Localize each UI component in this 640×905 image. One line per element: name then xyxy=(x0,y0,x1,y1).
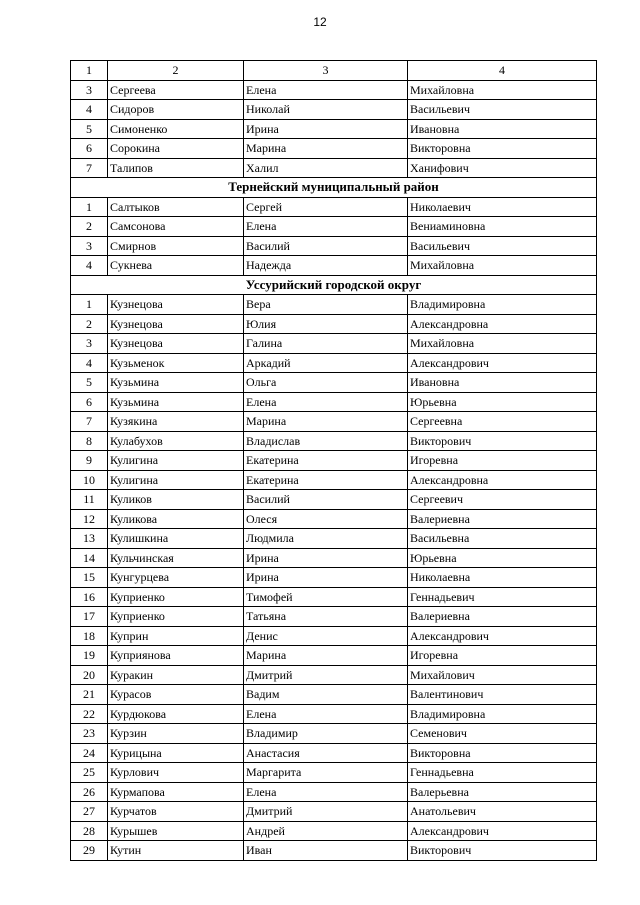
table-row xyxy=(71,353,597,373)
surname-cell: Кулабухов xyxy=(108,431,244,451)
patronymic-cell: Владимировна xyxy=(408,704,597,724)
row-number-cell: 25 xyxy=(71,763,108,783)
surname-cell: Талипов xyxy=(108,158,244,178)
row-number-cell: 28 xyxy=(71,821,108,841)
row-number-cell: 1 xyxy=(71,197,108,217)
patronymic-cell: Александрович xyxy=(408,353,597,373)
first-name-cell: Татьяна xyxy=(244,607,408,627)
table-row xyxy=(71,451,597,471)
row-number-cell: 3 xyxy=(71,236,108,256)
surname-cell: Курдюкова xyxy=(108,704,244,724)
row-number-cell: 26 xyxy=(71,782,108,802)
patronymic-cell: Юрьевна xyxy=(408,392,597,412)
patronymic-cell: Анатольевич xyxy=(408,802,597,822)
surname-cell: Кузнецова xyxy=(108,334,244,354)
row-number-cell: 10 xyxy=(71,470,108,490)
first-name-cell: Марина xyxy=(244,412,408,432)
patronymic-cell: Геннадьевич xyxy=(408,587,597,607)
first-name-cell: Денис xyxy=(244,626,408,646)
surname-cell: Сорокина xyxy=(108,139,244,159)
patronymic-cell: Юрьевна xyxy=(408,548,597,568)
patronymic-cell: Михайлович xyxy=(408,665,597,685)
row-number-cell: 9 xyxy=(71,451,108,471)
patronymic-cell: Вениаминовна xyxy=(408,217,597,237)
first-name-cell: Ольга xyxy=(244,373,408,393)
table-row xyxy=(71,100,597,120)
row-number-cell: 2 xyxy=(71,314,108,334)
table-row xyxy=(71,841,597,861)
patronymic-cell: Валентинович xyxy=(408,685,597,705)
patronymic-cell: Александровна xyxy=(408,314,597,334)
table-row xyxy=(71,119,597,139)
surname-cell: Смирнов xyxy=(108,236,244,256)
table-row xyxy=(71,607,597,627)
patronymic-cell: Васильевич xyxy=(408,100,597,120)
row-number-cell: 22 xyxy=(71,704,108,724)
first-name-cell: Елена xyxy=(244,392,408,412)
page-number: 12 xyxy=(313,15,327,29)
first-name-cell: Ирина xyxy=(244,548,408,568)
patronymic-cell: Валериевна xyxy=(408,607,597,627)
district-heading-row xyxy=(71,275,597,295)
first-name-cell: Елена xyxy=(244,704,408,724)
surname-cell: Курицына xyxy=(108,743,244,763)
surname-cell: Курзин xyxy=(108,724,244,744)
first-name-cell: Василий xyxy=(244,236,408,256)
first-name-cell: Ирина xyxy=(244,119,408,139)
row-number-cell: 4 xyxy=(71,256,108,276)
first-name-cell: Олеся xyxy=(244,509,408,529)
table-row xyxy=(71,646,597,666)
patronymic-cell: Семенович xyxy=(408,724,597,744)
table-row xyxy=(71,665,597,685)
table-row xyxy=(71,587,597,607)
surname-cell: Кузякина xyxy=(108,412,244,432)
surname-cell: Кузнецова xyxy=(108,295,244,315)
patronymic-cell: Игоревна xyxy=(408,451,597,471)
surname-cell: Куликова xyxy=(108,509,244,529)
surname-cell: Куликов xyxy=(108,490,244,510)
column-number-1: 1 xyxy=(71,61,108,81)
patronymic-cell: Игоревна xyxy=(408,646,597,666)
surname-cell: Самсонова xyxy=(108,217,244,237)
column-number-4: 4 xyxy=(408,61,597,81)
row-number-cell: 7 xyxy=(71,412,108,432)
surname-cell: Кунгурцева xyxy=(108,568,244,588)
row-number-cell: 5 xyxy=(71,119,108,139)
surname-cell: Кулишкина xyxy=(108,529,244,549)
row-number-cell: 4 xyxy=(71,353,108,373)
patronymic-cell: Александрович xyxy=(408,821,597,841)
table-row xyxy=(71,724,597,744)
first-name-cell: Юлия xyxy=(244,314,408,334)
roster-body xyxy=(71,61,597,861)
table-row xyxy=(71,802,597,822)
column-number-row xyxy=(71,61,597,81)
surname-cell: Кузнецова xyxy=(108,314,244,334)
table-row xyxy=(71,821,597,841)
first-name-cell: Вадим xyxy=(244,685,408,705)
table-row xyxy=(71,685,597,705)
table-row xyxy=(71,314,597,334)
table-row xyxy=(71,80,597,100)
table-row xyxy=(71,704,597,724)
table-row xyxy=(71,139,597,159)
patronymic-cell: Валериевна xyxy=(408,509,597,529)
surname-cell: Куприенко xyxy=(108,587,244,607)
patronymic-cell: Викторовна xyxy=(408,139,597,159)
surname-cell: Кутин xyxy=(108,841,244,861)
surname-cell: Симоненко xyxy=(108,119,244,139)
table-row xyxy=(71,256,597,276)
surname-cell: Сидоров xyxy=(108,100,244,120)
first-name-cell: Ирина xyxy=(244,568,408,588)
surname-cell: Курлович xyxy=(108,763,244,783)
surname-cell: Сукнева xyxy=(108,256,244,276)
first-name-cell: Владимир xyxy=(244,724,408,744)
first-name-cell: Владислав xyxy=(244,431,408,451)
surname-cell: Курасов xyxy=(108,685,244,705)
row-number-cell: 12 xyxy=(71,509,108,529)
patronymic-cell: Ханифович xyxy=(408,158,597,178)
district-heading: Тернейский муниципальный район xyxy=(71,178,597,198)
surname-cell: Кузьмина xyxy=(108,392,244,412)
table-row xyxy=(71,373,597,393)
first-name-cell: Елена xyxy=(244,80,408,100)
table-row xyxy=(71,470,597,490)
table-row xyxy=(71,236,597,256)
surname-cell: Кузьмина xyxy=(108,373,244,393)
table-row xyxy=(71,217,597,237)
district-heading-row xyxy=(71,178,597,198)
row-number-cell: 17 xyxy=(71,607,108,627)
patronymic-cell: Геннадьевна xyxy=(408,763,597,783)
patronymic-cell: Михайловна xyxy=(408,80,597,100)
surname-cell: Сергеева xyxy=(108,80,244,100)
row-number-cell: 20 xyxy=(71,665,108,685)
table-row xyxy=(71,743,597,763)
row-number-cell: 21 xyxy=(71,685,108,705)
surname-cell: Куракин xyxy=(108,665,244,685)
row-number-cell: 6 xyxy=(71,139,108,159)
patronymic-cell: Михайловна xyxy=(408,256,597,276)
first-name-cell: Елена xyxy=(244,217,408,237)
table-row xyxy=(71,529,597,549)
row-number-cell: 19 xyxy=(71,646,108,666)
surname-cell: Кульчинская xyxy=(108,548,244,568)
patronymic-cell: Владимировна xyxy=(408,295,597,315)
row-number-cell: 13 xyxy=(71,529,108,549)
row-number-cell: 8 xyxy=(71,431,108,451)
first-name-cell: Сергей xyxy=(244,197,408,217)
patronymic-cell: Ивановна xyxy=(408,119,597,139)
patronymic-cell: Николаевна xyxy=(408,568,597,588)
row-number-cell: 24 xyxy=(71,743,108,763)
table-row xyxy=(71,392,597,412)
first-name-cell: Аркадий xyxy=(244,353,408,373)
surname-cell: Курмапова xyxy=(108,782,244,802)
patronymic-cell: Викторовна xyxy=(408,743,597,763)
surname-cell: Куприн xyxy=(108,626,244,646)
first-name-cell: Вера xyxy=(244,295,408,315)
table-row xyxy=(71,412,597,432)
row-number-cell: 23 xyxy=(71,724,108,744)
row-number-cell: 5 xyxy=(71,373,108,393)
row-number-cell: 11 xyxy=(71,490,108,510)
row-number-cell: 14 xyxy=(71,548,108,568)
surname-cell: Кузьменок xyxy=(108,353,244,373)
first-name-cell: Андрей xyxy=(244,821,408,841)
district-heading: Уссурийский городской округ xyxy=(71,275,597,295)
table-row xyxy=(71,763,597,783)
patronymic-cell: Васильевна xyxy=(408,529,597,549)
table-row xyxy=(71,509,597,529)
table-row xyxy=(71,334,597,354)
roster-table xyxy=(70,60,597,861)
patronymic-cell: Александрович xyxy=(408,626,597,646)
first-name-cell: Марина xyxy=(244,646,408,666)
first-name-cell: Халил xyxy=(244,158,408,178)
row-number-cell: 15 xyxy=(71,568,108,588)
table-row xyxy=(71,295,597,315)
table-row xyxy=(71,548,597,568)
table-row xyxy=(71,782,597,802)
surname-cell: Куприенко xyxy=(108,607,244,627)
first-name-cell: Марина xyxy=(244,139,408,159)
first-name-cell: Надежда xyxy=(244,256,408,276)
patronymic-cell: Валерьевна xyxy=(408,782,597,802)
table-row xyxy=(71,158,597,178)
patronymic-cell: Васильевич xyxy=(408,236,597,256)
column-number-2: 2 xyxy=(108,61,244,81)
row-number-cell: 18 xyxy=(71,626,108,646)
first-name-cell: Маргарита xyxy=(244,763,408,783)
first-name-cell: Василий xyxy=(244,490,408,510)
surname-cell: Курчатов xyxy=(108,802,244,822)
table-row xyxy=(71,626,597,646)
first-name-cell: Дмитрий xyxy=(244,802,408,822)
row-number-cell: 3 xyxy=(71,334,108,354)
first-name-cell: Николай xyxy=(244,100,408,120)
column-number-3: 3 xyxy=(244,61,408,81)
patronymic-cell: Викторович xyxy=(408,841,597,861)
row-number-cell: 29 xyxy=(71,841,108,861)
surname-cell: Салтыков xyxy=(108,197,244,217)
table-row xyxy=(71,431,597,451)
surname-cell: Курышев xyxy=(108,821,244,841)
first-name-cell: Екатерина xyxy=(244,451,408,471)
row-number-cell: 27 xyxy=(71,802,108,822)
patronymic-cell: Ивановна xyxy=(408,373,597,393)
first-name-cell: Тимофей xyxy=(244,587,408,607)
first-name-cell: Галина xyxy=(244,334,408,354)
surname-cell: Кулигина xyxy=(108,470,244,490)
row-number-cell: 2 xyxy=(71,217,108,237)
table-row xyxy=(71,568,597,588)
row-number-cell: 3 xyxy=(71,80,108,100)
table-row xyxy=(71,197,597,217)
first-name-cell: Дмитрий xyxy=(244,665,408,685)
row-number-cell: 4 xyxy=(71,100,108,120)
row-number-cell: 1 xyxy=(71,295,108,315)
patronymic-cell: Сергеевич xyxy=(408,490,597,510)
patronymic-cell: Сергеевна xyxy=(408,412,597,432)
patronymic-cell: Михайловна xyxy=(408,334,597,354)
first-name-cell: Людмила xyxy=(244,529,408,549)
row-number-cell: 7 xyxy=(71,158,108,178)
first-name-cell: Елена xyxy=(244,782,408,802)
row-number-cell: 6 xyxy=(71,392,108,412)
table-row xyxy=(71,490,597,510)
patronymic-cell: Викторович xyxy=(408,431,597,451)
surname-cell: Кулигина xyxy=(108,451,244,471)
patronymic-cell: Александровна xyxy=(408,470,597,490)
first-name-cell: Екатерина xyxy=(244,470,408,490)
row-number-cell: 16 xyxy=(71,587,108,607)
patronymic-cell: Николаевич xyxy=(408,197,597,217)
first-name-cell: Иван xyxy=(244,841,408,861)
first-name-cell: Анастасия xyxy=(244,743,408,763)
surname-cell: Куприянова xyxy=(108,646,244,666)
